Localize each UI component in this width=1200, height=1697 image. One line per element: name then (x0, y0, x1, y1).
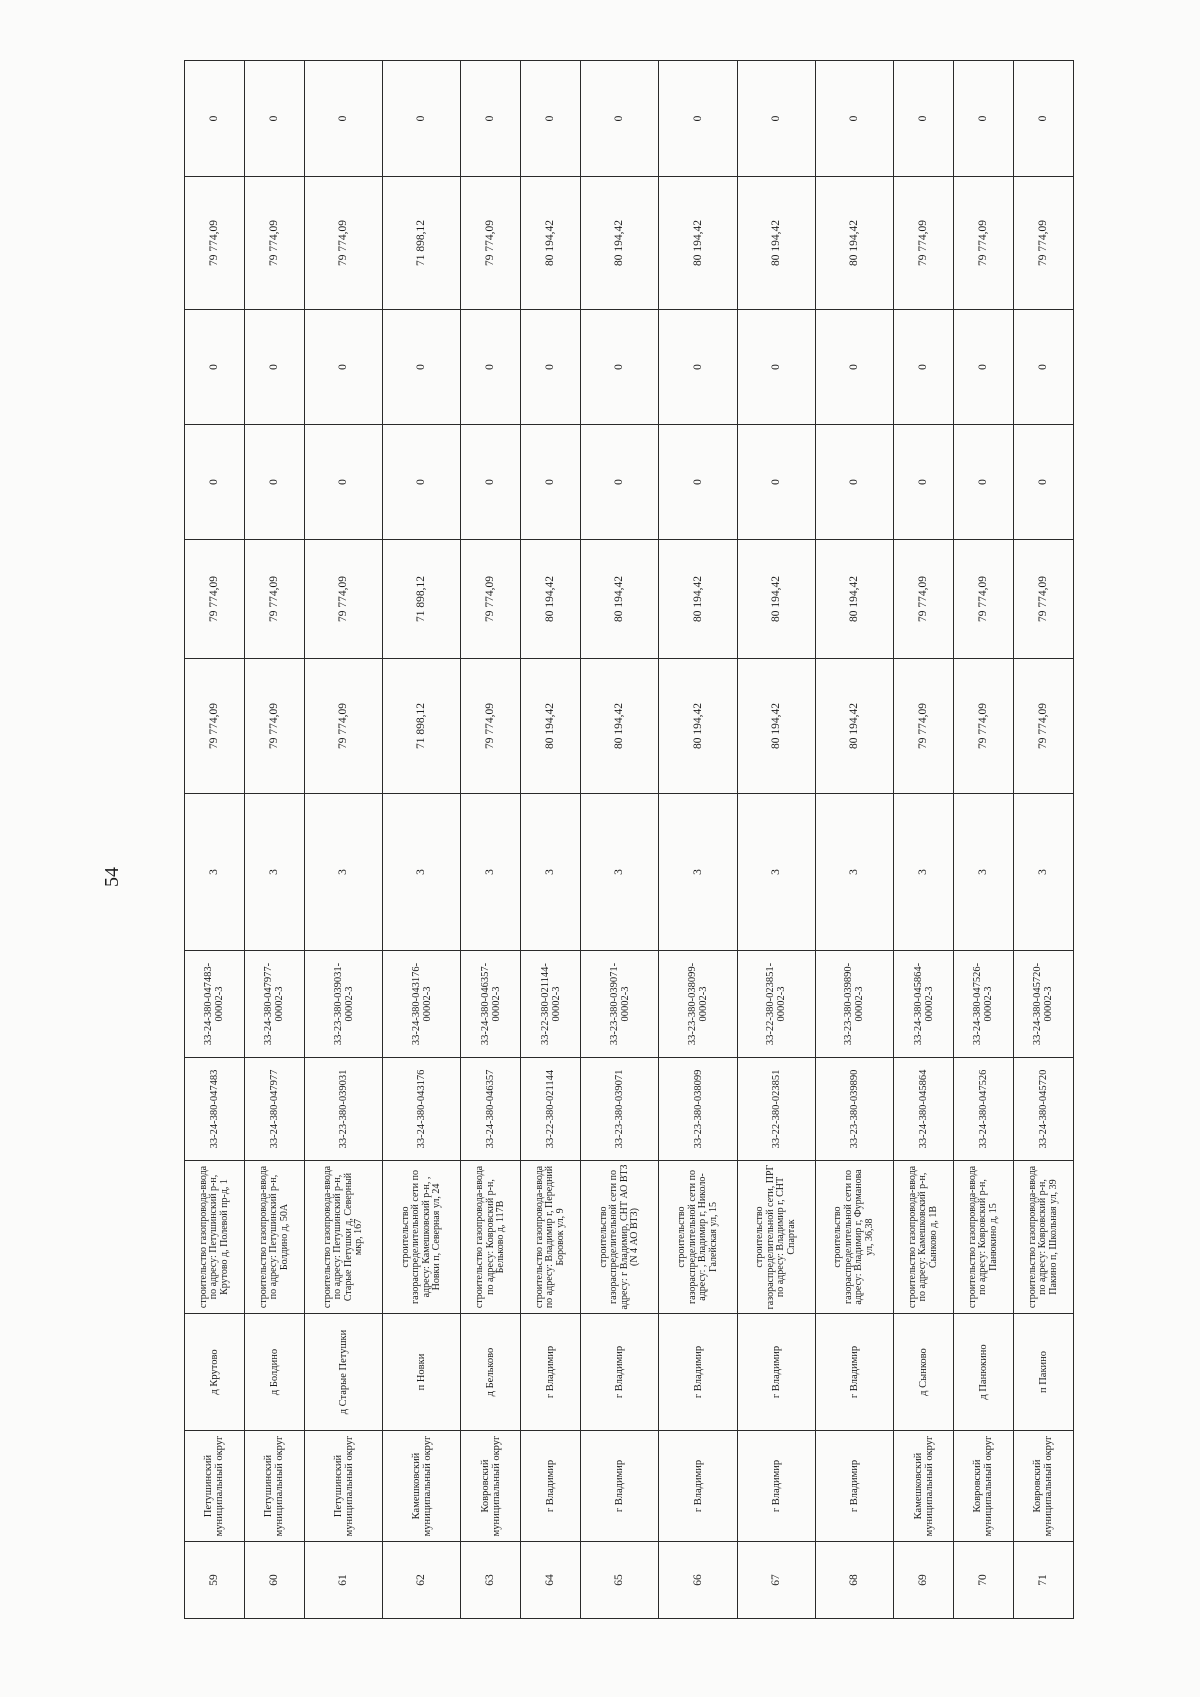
amount-zero-c: 0 (185, 61, 245, 177)
settlement-name: г Владимир (737, 1314, 815, 1431)
amount-final: 80 194,42 (521, 177, 581, 310)
amount-final: 79 774,09 (1013, 177, 1073, 310)
amount-zero-b: 0 (815, 310, 893, 425)
amount-final: 80 194,42 (737, 177, 815, 310)
row-number: 61 (304, 1542, 382, 1619)
object-full-code: 33-24-380-047483-00002-3 (185, 951, 245, 1058)
amount-zero-b: 0 (244, 310, 304, 425)
amount-cost: 79 774,09 (185, 540, 245, 659)
row-number: 60 (244, 1542, 304, 1619)
amount-zero-c: 0 (383, 61, 461, 177)
row-number: 70 (953, 1542, 1013, 1619)
settlement-name: д Крутово (185, 1314, 245, 1431)
amount-zero-a: 0 (185, 425, 245, 540)
amount-cost: 80 194,42 (659, 540, 737, 659)
row-number: 59 (185, 1542, 245, 1619)
amount-zero-c: 0 (1013, 61, 1073, 177)
amount-zero-b: 0 (894, 310, 954, 425)
work-description: строительство газопровода-ввода по адресу: Петушинский р-н, Старые Петушки д, Северный мкр, 167 (304, 1161, 382, 1314)
work-description: строительство газораспределительной сети по адресу: Камешковский р-н, , Новки п, Северная ул, 24 (383, 1161, 461, 1314)
amount-zero-a: 0 (737, 425, 815, 540)
amount-total: 79 774,09 (1013, 659, 1073, 794)
settlement-name: д Болдино (244, 1314, 304, 1431)
amount-final: 79 774,09 (894, 177, 954, 310)
municipal-district: Ковровский муниципальный округ (461, 1431, 521, 1542)
municipal-district: Петушинский муниципальный округ (244, 1431, 304, 1542)
category-value: 3 (461, 794, 521, 951)
amount-zero-b: 0 (737, 310, 815, 425)
municipal-district: Камешковский муниципальный округ (894, 1431, 954, 1542)
object-code: 33-24-380-047483 (185, 1058, 245, 1161)
amount-cost: 80 194,42 (521, 540, 581, 659)
settlement-name: г Владимир (659, 1314, 737, 1431)
amount-zero-c: 0 (581, 61, 659, 177)
municipal-district: Камешковский муниципальный округ (383, 1431, 461, 1542)
amount-final: 79 774,09 (953, 177, 1013, 310)
object-code: 33-22-380-023851 (737, 1058, 815, 1161)
row-number: 63 (461, 1542, 521, 1619)
object-code: 33-24-380-047977 (244, 1058, 304, 1161)
row-number: 62 (383, 1542, 461, 1619)
category-value: 3 (737, 794, 815, 951)
amount-final: 79 774,09 (461, 177, 521, 310)
municipal-district: г Владимир (521, 1431, 581, 1542)
amount-final: 71 898,12 (383, 177, 461, 310)
amount-zero-b: 0 (185, 310, 245, 425)
object-full-code: 33-22-380-023851-00002-3 (737, 951, 815, 1058)
object-code: 33-23-380-039890 (815, 1058, 893, 1161)
object-code: 33-23-380-038099 (659, 1058, 737, 1161)
amount-zero-b: 0 (581, 310, 659, 425)
table-row (521, 61, 581, 1619)
amount-zero-b: 0 (953, 310, 1013, 425)
amount-zero-a: 0 (521, 425, 581, 540)
row-number: 64 (521, 1542, 581, 1619)
table-row (581, 61, 659, 1619)
settlement-name: г Владимир (815, 1314, 893, 1431)
row-number: 67 (737, 1542, 815, 1619)
row-number: 69 (894, 1542, 954, 1619)
object-full-code: 33-23-380-039031-00002-3 (304, 951, 382, 1058)
object-code: 33-24-380-043176 (383, 1058, 461, 1161)
table-row (244, 61, 304, 1619)
amount-total: 79 774,09 (953, 659, 1013, 794)
object-full-code: 33-23-380-038099-00002-3 (659, 951, 737, 1058)
amount-cost: 80 194,42 (815, 540, 893, 659)
work-description: строительство газопровода-ввода по адресу: Петушинский р-н, Крутово д, Полевой пр-д, 1 (185, 1161, 245, 1314)
row-number: 66 (659, 1542, 737, 1619)
amount-final: 80 194,42 (581, 177, 659, 310)
table-row (461, 61, 521, 1619)
settlement-name: п Пакино (1013, 1314, 1073, 1431)
amount-final: 79 774,09 (304, 177, 382, 310)
amount-zero-b: 0 (304, 310, 382, 425)
work-description: строительство газораспределительной сети по адресу: Владимир г, Фурманова ул, 36,38 (815, 1161, 893, 1314)
gas-network-cost-table (184, 60, 1074, 1619)
amount-zero-a: 0 (383, 425, 461, 540)
amount-zero-a: 0 (244, 425, 304, 540)
table-row (383, 61, 461, 1619)
work-description: строительство газопровода-ввода по адресу: Владимир г, Передний Боровок ул, 9 (521, 1161, 581, 1314)
category-value: 3 (185, 794, 245, 951)
settlement-name: д Старые Петушки (304, 1314, 382, 1431)
row-number: 71 (1013, 1542, 1073, 1619)
amount-zero-c: 0 (521, 61, 581, 177)
amount-cost: 80 194,42 (581, 540, 659, 659)
work-description: строительство газораспределительной сети, ПРГ по адресу: Владимир г, СНТ Спартак (737, 1161, 815, 1314)
object-full-code: 33-24-380-047977-00002-3 (244, 951, 304, 1058)
object-full-code: 33-24-380-046357-00002-3 (461, 951, 521, 1058)
amount-zero-a: 0 (1013, 425, 1073, 540)
work-description: строительство газопровода-ввода по адресу: Ковровский р-н, Панюкино д, 15 (953, 1161, 1013, 1314)
work-description: строительство газопровода-ввода по адресу: Петушинский р-н, Болдино д, 50А (244, 1161, 304, 1314)
object-full-code: 33-24-380-047526-00002-3 (953, 951, 1013, 1058)
table-row (185, 61, 245, 1619)
amount-zero-c: 0 (659, 61, 737, 177)
table-row (737, 61, 815, 1619)
amount-final: 79 774,09 (244, 177, 304, 310)
work-description: строительство газопровода-ввода по адресу: Ковровский р-н, Пакино п, Школьная ул, 39 (1013, 1161, 1073, 1314)
table-row (953, 61, 1013, 1619)
settlement-name: д Сынково (894, 1314, 954, 1431)
amount-cost: 79 774,09 (1013, 540, 1073, 659)
amount-zero-a: 0 (953, 425, 1013, 540)
amount-final: 79 774,09 (185, 177, 245, 310)
amount-total: 71 898,12 (383, 659, 461, 794)
category-value: 3 (659, 794, 737, 951)
settlement-name: д Бельково (461, 1314, 521, 1431)
amount-cost: 79 774,09 (953, 540, 1013, 659)
amount-zero-c: 0 (461, 61, 521, 177)
object-code: 33-22-380-021144 (521, 1058, 581, 1161)
amount-cost: 79 774,09 (304, 540, 382, 659)
municipal-district: г Владимир (659, 1431, 737, 1542)
category-value: 3 (383, 794, 461, 951)
amount-zero-b: 0 (659, 310, 737, 425)
amount-zero-c: 0 (953, 61, 1013, 177)
object-code: 33-24-380-045864 (894, 1058, 954, 1161)
amount-total: 80 194,42 (581, 659, 659, 794)
object-code: 33-23-380-039071 (581, 1058, 659, 1161)
municipal-district: Петушинский муниципальный округ (185, 1431, 245, 1542)
table-row (304, 61, 382, 1619)
amount-zero-a: 0 (304, 425, 382, 540)
object-full-code: 33-22-380-021144-00002-3 (521, 951, 581, 1058)
object-full-code: 33-24-380-045864-00002-3 (894, 951, 954, 1058)
category-value: 3 (1013, 794, 1073, 951)
settlement-name: п Новки (383, 1314, 461, 1431)
amount-zero-c: 0 (894, 61, 954, 177)
amount-zero-a: 0 (581, 425, 659, 540)
amount-cost: 79 774,09 (894, 540, 954, 659)
amount-final: 80 194,42 (815, 177, 893, 310)
amount-cost: 71 898,12 (383, 540, 461, 659)
object-full-code: 33-23-380-039071-00002-3 (581, 951, 659, 1058)
settlement-name: д Панюкино (953, 1314, 1013, 1431)
object-code: 33-24-380-047526 (953, 1058, 1013, 1161)
page-number: 54 (101, 867, 123, 887)
amount-total: 79 774,09 (244, 659, 304, 794)
amount-cost: 79 774,09 (244, 540, 304, 659)
municipal-district: г Владимир (737, 1431, 815, 1542)
work-description: строительство газопровода-ввода по адресу: Камешковский р-н, Сынково д, 1В (894, 1161, 954, 1314)
amount-total: 79 774,09 (461, 659, 521, 794)
amount-cost: 79 774,09 (461, 540, 521, 659)
category-value: 3 (521, 794, 581, 951)
category-value: 3 (581, 794, 659, 951)
amount-total: 79 774,09 (304, 659, 382, 794)
rotated-table-frame (184, 115, 1074, 1619)
object-full-code: 33-24-380-045720-00002-3 (1013, 951, 1073, 1058)
amount-zero-c: 0 (304, 61, 382, 177)
municipal-district: Ковровский муниципальный округ (953, 1431, 1013, 1542)
municipal-district: Петушинский муниципальный округ (304, 1431, 382, 1542)
amount-zero-c: 0 (815, 61, 893, 177)
amount-zero-a: 0 (659, 425, 737, 540)
table-row (1013, 61, 1073, 1619)
amount-zero-b: 0 (1013, 310, 1073, 425)
object-full-code: 33-24-380-043176-00002-3 (383, 951, 461, 1058)
amount-total: 79 774,09 (185, 659, 245, 794)
object-code: 33-24-380-046357 (461, 1058, 521, 1161)
object-code: 33-24-380-045720 (1013, 1058, 1073, 1161)
amount-zero-b: 0 (383, 310, 461, 425)
category-value: 3 (304, 794, 382, 951)
row-number: 65 (581, 1542, 659, 1619)
row-number: 68 (815, 1542, 893, 1619)
amount-total: 80 194,42 (815, 659, 893, 794)
amount-total: 80 194,42 (659, 659, 737, 794)
amount-zero-b: 0 (521, 310, 581, 425)
category-value: 3 (244, 794, 304, 951)
category-value: 3 (894, 794, 954, 951)
amount-final: 80 194,42 (659, 177, 737, 310)
work-description: строительство газораспределительной сети по адресу: г Владимир, СНТ АО ВТЗ (N 4 АО ВТЗ) (581, 1161, 659, 1314)
amount-zero-c: 0 (244, 61, 304, 177)
municipal-district: Ковровский муниципальный округ (1013, 1431, 1073, 1542)
amount-zero-b: 0 (461, 310, 521, 425)
category-value: 3 (815, 794, 893, 951)
amount-zero-a: 0 (815, 425, 893, 540)
work-description: строительство газопровода-ввода по адресу: Ковровский р-н, Бельково д, 117В (461, 1161, 521, 1314)
table-row (894, 61, 954, 1619)
amount-zero-c: 0 (737, 61, 815, 177)
municipal-district: г Владимир (815, 1431, 893, 1542)
table-row (815, 61, 893, 1619)
settlement-name: г Владимир (521, 1314, 581, 1431)
amount-cost: 80 194,42 (737, 540, 815, 659)
municipal-district: г Владимир (581, 1431, 659, 1542)
amount-total: 80 194,42 (737, 659, 815, 794)
amount-total: 79 774,09 (894, 659, 954, 794)
table-body (185, 61, 1074, 1619)
settlement-name: г Владимир (581, 1314, 659, 1431)
object-full-code: 33-23-380-039890-00002-3 (815, 951, 893, 1058)
amount-total: 80 194,42 (521, 659, 581, 794)
object-code: 33-23-380-039031 (304, 1058, 382, 1161)
category-value: 3 (953, 794, 1013, 951)
table-row (659, 61, 737, 1619)
amount-zero-a: 0 (461, 425, 521, 540)
amount-zero-a: 0 (894, 425, 954, 540)
work-description: строительство газораспределительной сети по адресу: , Владимир г, Николо-Галейская ул, 15 (659, 1161, 737, 1314)
